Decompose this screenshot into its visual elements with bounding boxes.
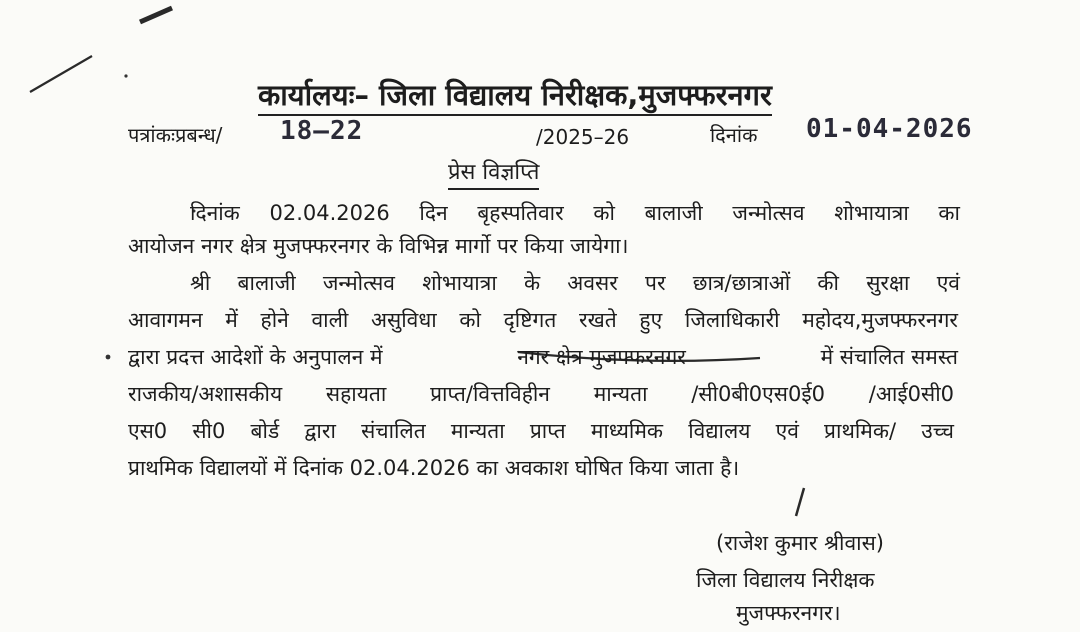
paragraph-2-line: आवागमन में होने वाली असुविधा को दृष्टिगत रखते हुए जिलाधिकारी महोदय,मुजफ्फरनगर <box>128 308 958 332</box>
paragraph-2-line3-after: में संचालित समस्त <box>820 345 958 369</box>
reference-prefix: पत्रांकःप्रबन्ध/ <box>128 123 223 147</box>
office-header: कार्यालयः– जिला विद्यालय निरीक्षक,मुजफ्फरनगर <box>258 78 772 116</box>
paragraph-1-line: दिनांक 02.04.2026 दिन बृहस्पतिवार को बालाजी जन्मोत्सव शोभायात्रा का <box>190 201 960 225</box>
paragraph-2-line: एस0 सी0 बोर्ड द्वारा संचालित मान्यता प्राप्त माध्यमिक विद्यालय एवं प्राथमिक/ उच्च <box>128 419 954 443</box>
paragraph-2-line <box>128 344 958 370</box>
date-label: दिनांक <box>710 123 758 147</box>
reference-year: /2025–26 <box>536 125 630 149</box>
paragraph-2-line3-before: द्वारा प्रदत्त आदेशों के अनुपालन में <box>128 345 383 369</box>
signatory-designation: जिला विद्यालय निरीक्षक <box>696 568 875 592</box>
date-handwritten: 01-04-2026 <box>806 114 973 144</box>
reference-number-handwritten: 18–22 <box>280 116 364 146</box>
signatory-place: मुजफ्फरनगर। <box>736 601 841 625</box>
paragraph-1-line: आयोजन नगर क्षेत्र मुजफ्फरनगर के विभिन्न मार्गो पर किया जायेगा। <box>128 234 629 258</box>
paragraph-2-line: राजकीय/अशासकीय सहायता प्राप्त/वित्तविहीन मान्यता /सी0बी0एस0ई0 /आई0सी0 <box>128 382 954 406</box>
paragraph-2-line: प्राथमिक विद्यालयों में दिनांक 02.04.2026 का अवकाश घोषित किया जाता है। <box>128 456 740 480</box>
paragraph-2-line: श्री बालाजी जन्मोत्सव शोभायात्रा के अवसर पर छात्र/छात्राओं की सुरक्षा एवं <box>190 271 960 295</box>
paragraph-2-line3-underlined: नगर क्षेत्र मुजफ्फरनगर <box>517 345 686 369</box>
signatory-name: (राजेश कुमार श्रीवास) <box>716 531 884 555</box>
document-title: प्रेस विज्ञप्ति <box>448 160 539 190</box>
